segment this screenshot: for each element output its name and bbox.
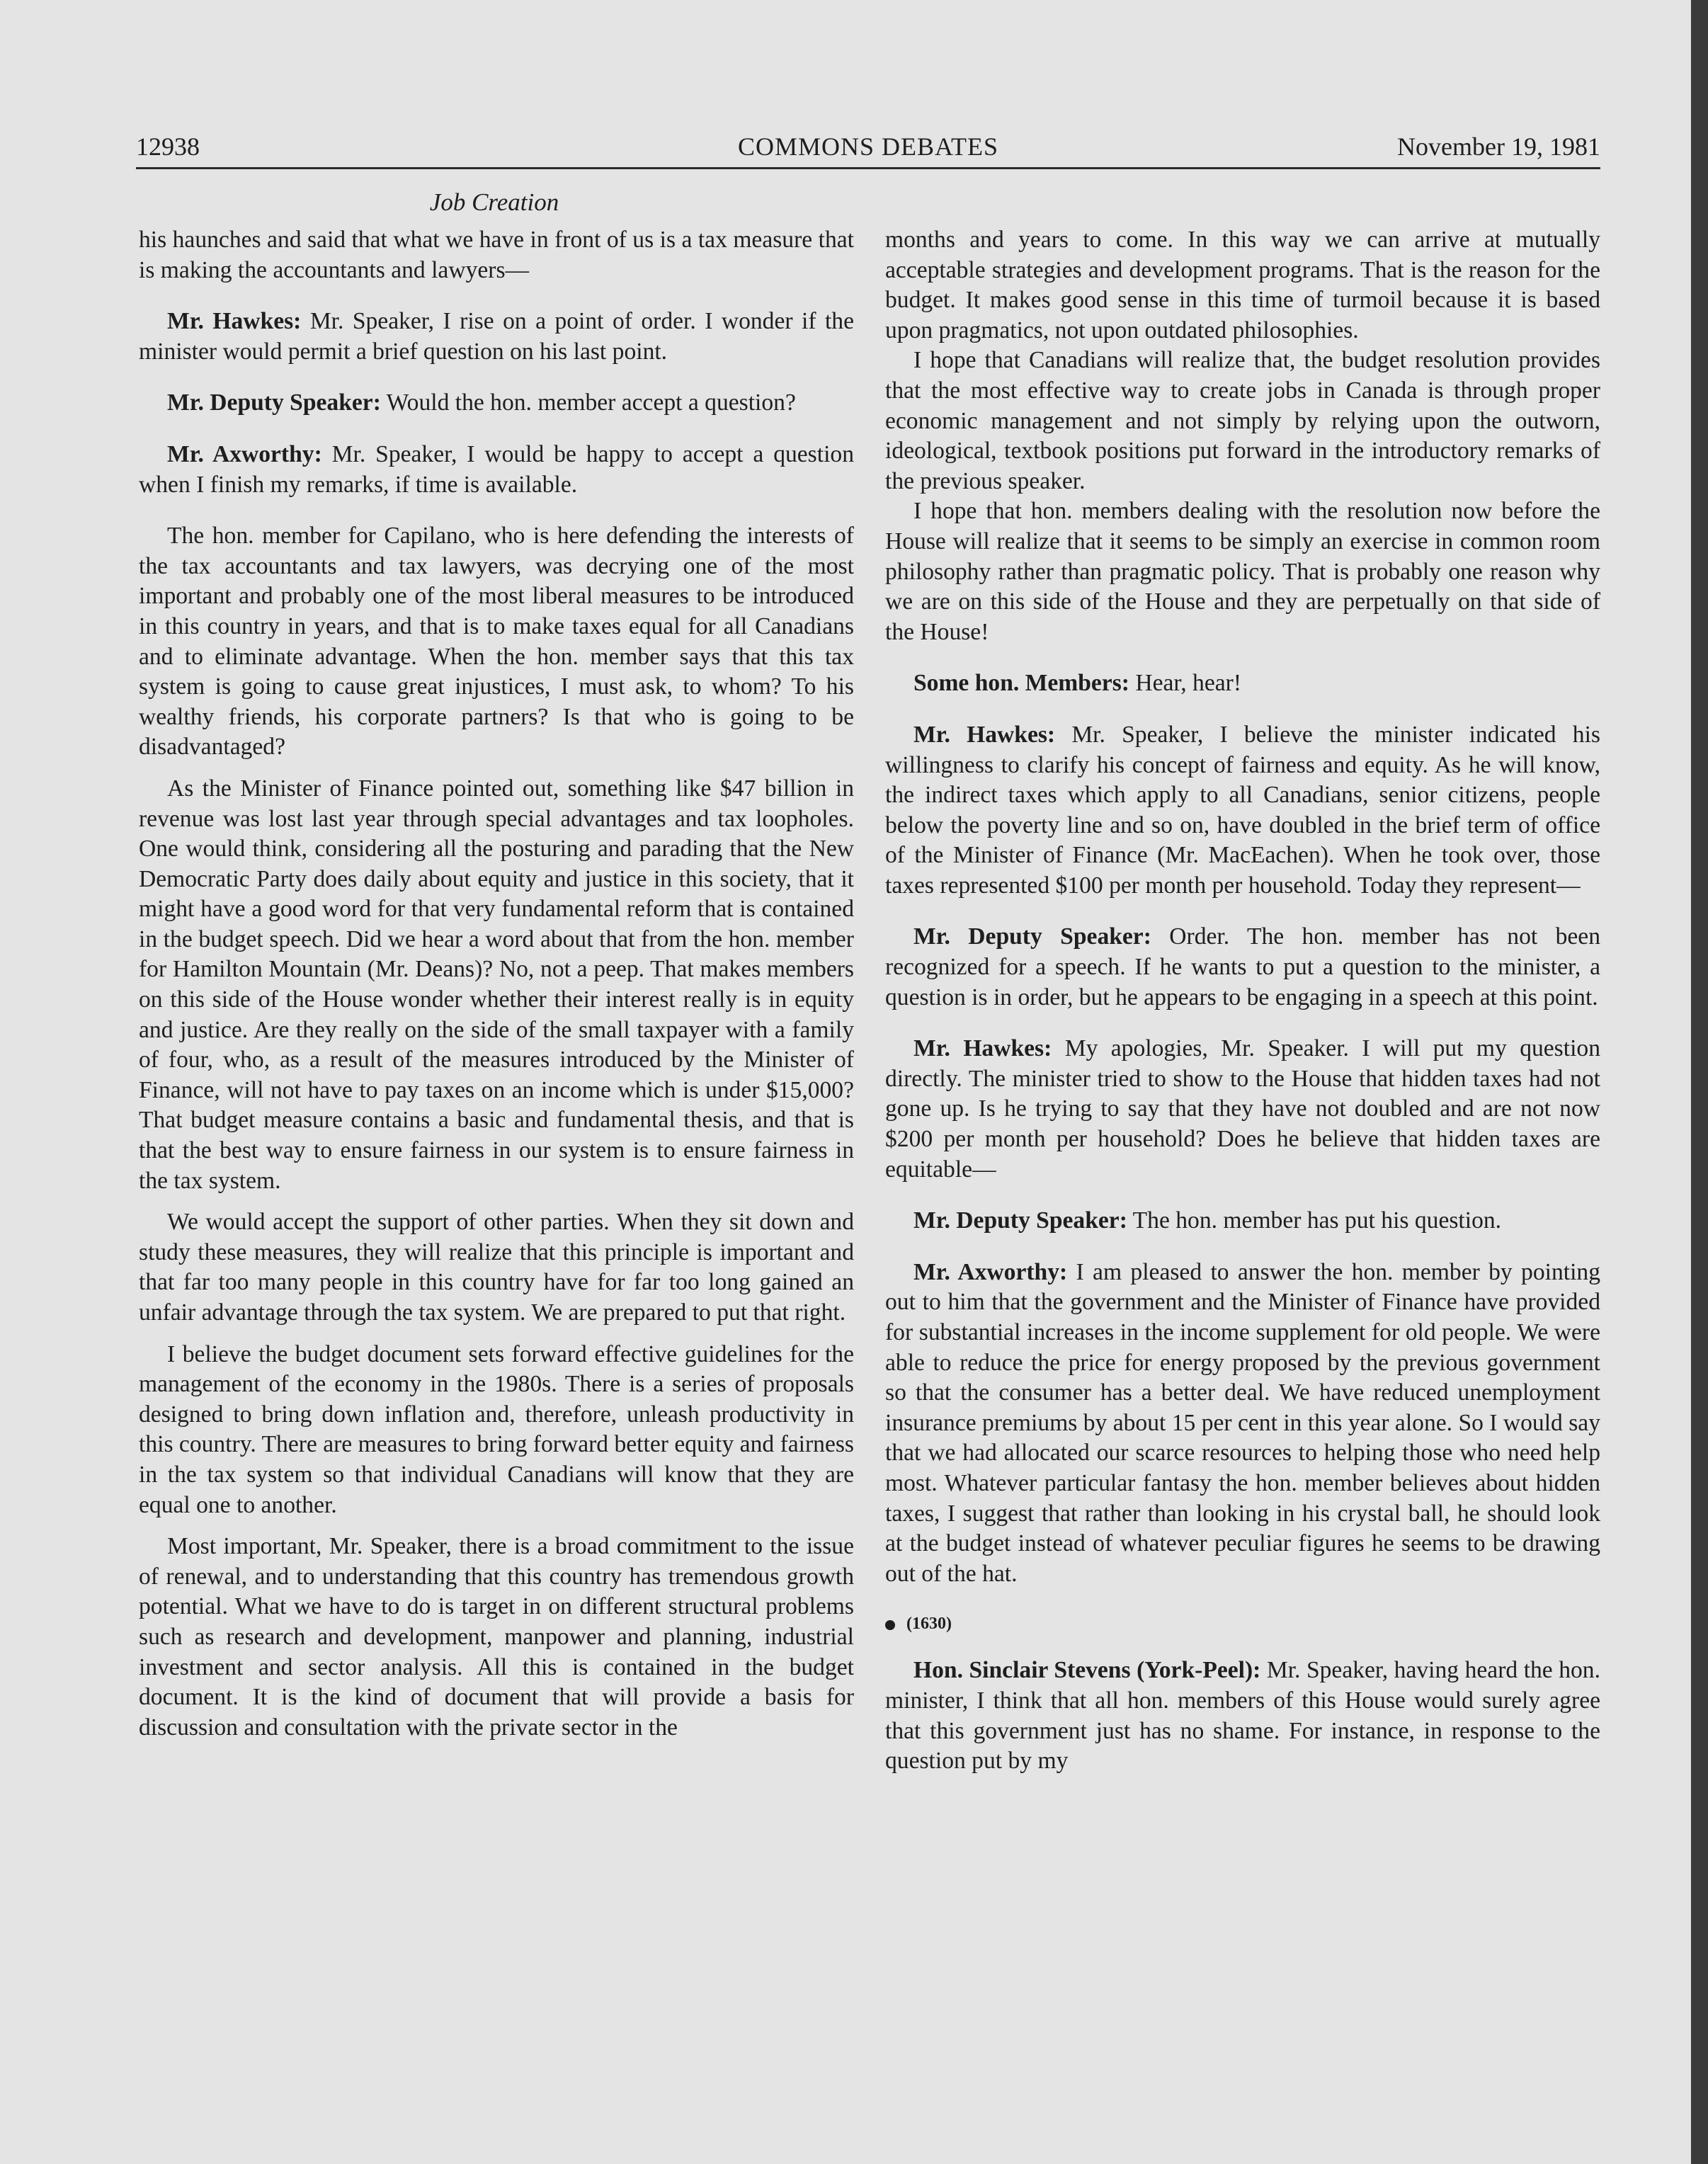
paragraph <box>139 774 854 1196</box>
publication-title: COMMONS DEBATES <box>737 132 999 161</box>
paragraph <box>139 388 854 418</box>
speaker-name: Mr. Axworthy: <box>913 1258 1068 1285</box>
paragraph <box>885 496 1600 647</box>
paragraph-text: Would the hon. member accept a question? <box>380 389 796 416</box>
page-number: 12938 <box>136 132 200 161</box>
paragraph-text: I hope that hon. members dealing with the resolution now before the House will realize that it seems to be simply an exercise in common room philosophy rather than pragmatic policy. That is probably one reason why we are on this side of the House and they are perpetually on that side of the House! <box>885 498 1600 645</box>
bullet-dot-icon <box>885 1620 895 1630</box>
paragraph <box>139 1532 854 1743</box>
paragraph-text: Mr. Speaker, I believe the minister indicated his willingness to clarify his concept of fairness and equity. As he will know, the indirect taxes which apply to all Canadians, senior citizens, people below the poverty line and so on, have doubled in the brief term of office of the Minister of Finance (Mr. MacEachen). When he took over, those taxes represented $100 per month per household. Today they represent— <box>885 721 1600 899</box>
paragraph-text: months and years to come. In this way we can arrive at mutually acceptable strategies and development programs. That is the reason for the budget. It makes good sense in this time of turmoil because it is based upon pragmatics, not upon outdated philosophies. <box>885 227 1600 343</box>
paragraph-text: I am pleased to answer the hon. member by pointing out to him that the government and the Minister of Finance have provided for substantial increases in the income supplement for old people. We were able to reduce the price for energy proposed by the previous government so that the consumer has a better deal. We have reduced unemployment insurance premiums by about 15 per cent in this year alone. So I would say that we had allocated our scarce resources to helping those who need help most. Whatever particular fantasy the hon. member believes about hidden taxes, I suggest that rather than looking in his crystal ball, he should look at the budget instead of whatever peculiar figures he seems to be drawing out of the hat. <box>885 1258 1600 1587</box>
paragraph <box>139 440 854 500</box>
paragraph-text: I believe the budget document sets forward effective guidelines for the management of the economy in the 1980s. There is a series of proposals designed to bring down inflation and, therefore, unleash productivity in this country. There are measures to bring forward better equity and fairness in the tax system so that individual Canadians will know that they are equal one to another. <box>139 1340 854 1518</box>
speaker-name: Mr. Deputy Speaker: <box>167 389 381 416</box>
section-title: Job Creation <box>429 188 559 216</box>
paragraph-text: Most important, Mr. Speaker, there is a broad commitment to the issue of renewal, and to understanding that this country has tremendous growth potential. What we have to do is target in on different structural problems such as research and development, manpower and planning, industrial investment and sector analysis. All this is contained in the budget document. It is the kind of document that will provide a basis for discussion and consultation with the private sector in the <box>139 1533 854 1741</box>
publication-date: November 19, 1981 <box>1397 132 1600 161</box>
header-rule <box>136 167 1600 169</box>
paragraph <box>885 346 1600 496</box>
paragraph <box>885 1034 1600 1185</box>
paragraph <box>139 307 854 367</box>
speaker-name: Mr. Axworthy: <box>167 440 322 467</box>
paragraph <box>885 720 1600 901</box>
paragraph-text: My apologies, Mr. Speaker. I will put my question directly. The minister tried to show to the House that hidden taxes had not gone up. Is he trying to say that they have not doubled and are not now $200 per month per household? Does he believe that hidden taxes are equitable— <box>885 1035 1600 1183</box>
paragraph <box>139 1207 854 1328</box>
scan-edge <box>1691 0 1708 2164</box>
paragraph-text: The hon. member has put his question. <box>1127 1207 1502 1234</box>
paragraph <box>885 1258 1600 1590</box>
paragraph <box>139 225 854 285</box>
speaker-name: Some hon. Members: <box>913 670 1129 697</box>
left-column <box>139 225 854 1743</box>
right-column <box>885 225 1600 1777</box>
paragraph <box>885 225 1600 346</box>
paragraph <box>885 1656 1600 1776</box>
page-header <box>136 132 1600 167</box>
paragraph-text: Hear, hear! <box>1129 670 1242 697</box>
paragraph-text: We would accept the support of other parties. When they sit down and study these measures, they will realize that this principle is important and that far too many people in this country have for far too long gained an unfair advantage through the tax system. We are prepared to put that right. <box>139 1209 854 1326</box>
paragraph-text: Mr. Speaker, having heard the hon. minister, I think that all hon. members of this House would surely agree that this government just has no shame. For instance, in response to the question put by my <box>885 1657 1600 1775</box>
paragraph-text: As the Minister of Finance pointed out, something like $47 billion in revenue was lost last year through special advantages and tax loopholes. One would think, considering all the posturing and parading that the New Democratic Party does daily about equity and justice in this society, that it might have a good word for that very fundamental reform that is contained in the budget speech. Did we hear a word about that from the hon. member for Hamilton Mountain (Mr. Deans)? No, not a peep. That makes members on this side of the House wonder whether their interest really is in equity and justice. Are they really on the side of the small taxpayer with a family of four, who, as a result of the measures introduced by the Minister of Finance, will not have to pay taxes on an income which is under $15,000? That budget measure contains a basic and fundamental thesis, and that is that the best way to ensure fairness in our system is to ensure fairness in the tax system. <box>139 775 854 1194</box>
time-marker <box>885 1613 1600 1634</box>
speaker-name: Mr. Deputy Speaker: <box>913 923 1151 950</box>
paragraph-text: Order. The hon. member has not been recognized for a speech. If he wants to put a question to the minister, a question is in order, but he appears to be engaging in a speech at this point. <box>885 923 1601 1010</box>
paragraph <box>885 668 1600 699</box>
paragraph <box>885 1206 1600 1236</box>
speaker-name: Hon. Sinclair Stevens (York-Peel): <box>913 1657 1261 1684</box>
paragraph <box>139 1340 854 1521</box>
paragraph-text: his haunches and said that what we have in front of us is a tax measure that is making the accountants and lawyers— <box>139 227 854 283</box>
paragraph-text: Mr. Speaker, I would be happy to accept a question when I finish my remarks, if time is available. <box>139 440 854 498</box>
speaker-name: Mr. Hawkes: <box>167 308 302 335</box>
speaker-name: Mr. Hawkes: <box>913 1035 1052 1062</box>
paragraph-text: The hon. member for Capilano, who is here defending the interests of the tax accountants and tax lawyers, was decrying one of the most important and probably one of the most liberal measures to be introduced in this country in years, and that is to make taxes equal for all Canadians and to eliminate advantage. When the hon. member says that this tax system is going to cause great injustices, I must ask, to whom? To his wealthy friends, his corporate partners? Is that who is going to be disadvantaged? <box>139 523 854 761</box>
paragraph-text: I hope that Canadians will realize that, the budget resolution provides that the most effective way to create jobs in Canada is through proper economic management and not simply by relying upon the outworn, ideological, textbook positions put forward in the introductory remarks of the previous speaker. <box>885 347 1600 494</box>
time-stamp: (1630) <box>906 1615 952 1634</box>
speaker-name: Mr. Hawkes: <box>913 721 1056 748</box>
paragraph-text: Mr. Speaker, I rise on a point of order. I wonder if the minister would permit a brief question on his last point. <box>139 308 854 365</box>
paragraph <box>885 922 1600 1013</box>
paragraph <box>139 521 854 763</box>
speaker-name: Mr. Deputy Speaker: <box>913 1207 1127 1234</box>
